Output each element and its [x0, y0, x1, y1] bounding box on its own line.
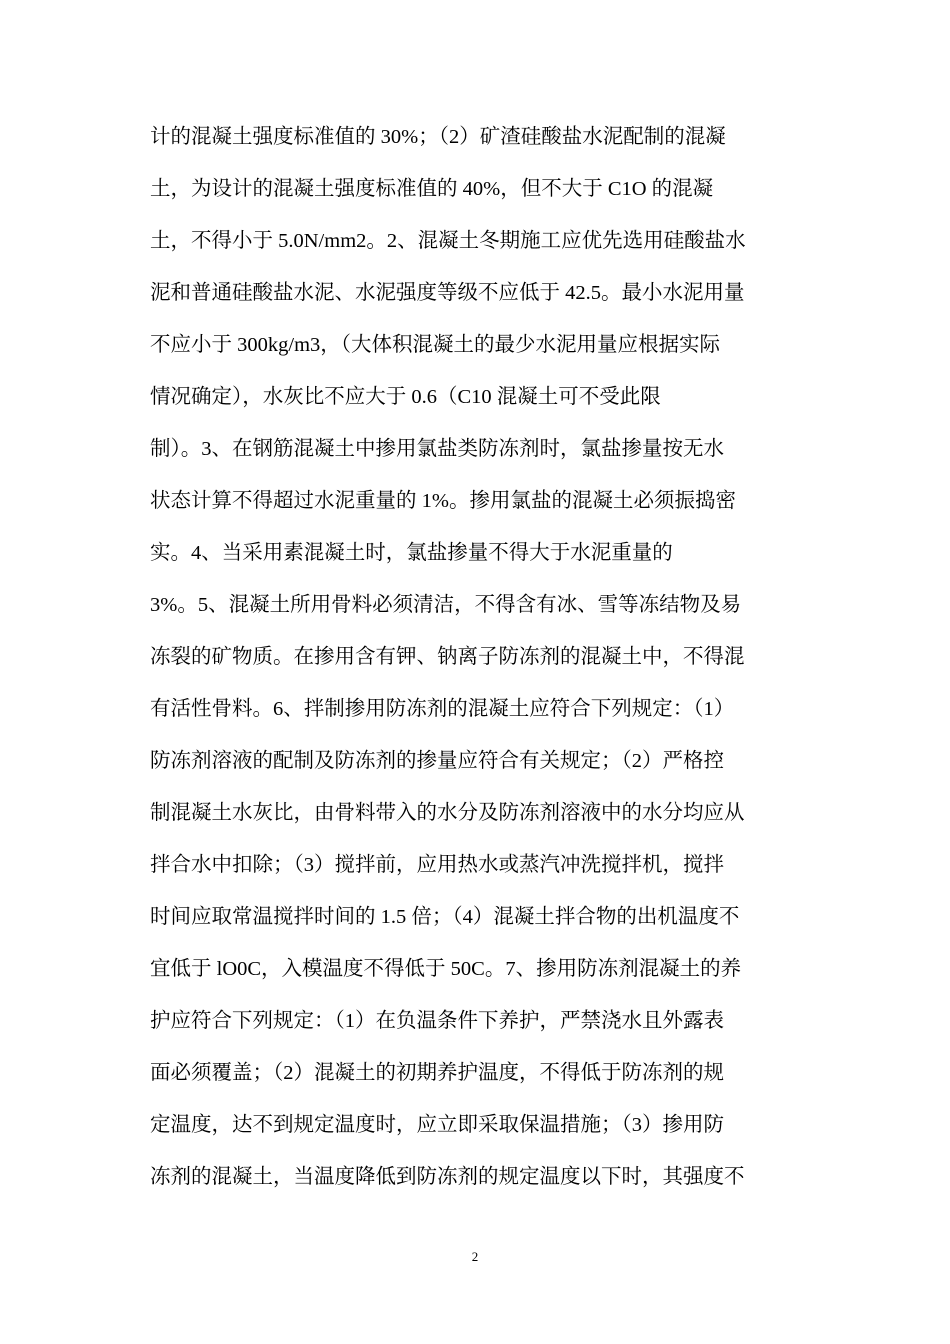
- text-line: 冻裂的矿物质。在掺用含有钾、钠离子防冻剂的混凝土中，不得混: [150, 646, 745, 668]
- text-line: 实。4、当采用素混凝土时，氯盐掺量不得大于水泥重量的: [150, 542, 673, 564]
- text-line: 有活性骨料。6、拌制掺用防冻剂的混凝土应符合下列规定：（1）: [150, 698, 735, 720]
- text-line: 状态计算不得超过水泥重量的 1%。掺用氯盐的混凝土必须振捣密: [150, 490, 736, 512]
- text-line: 面必须覆盖；（2）混凝土的初期养护温度，不得低于防冻剂的规: [150, 1062, 724, 1084]
- text-line: 时间应取常温搅拌时间的 1.5 倍；（4）混凝土拌合物的出机温度不: [150, 906, 740, 928]
- text-line: 泥和普通硅酸盐水泥、水泥强度等级不应低于 42.5。最小水泥用量: [150, 282, 745, 304]
- text-line: 制）。3、在钢筋混凝土中掺用氯盐类防冻剂时，氯盐掺量按无水: [150, 438, 724, 460]
- text-line: 土，不得小于 5.0N/mm2。2、混凝土冬期施工应优先选用硅酸盐水: [150, 230, 746, 252]
- text-line: 拌合水中扣除；（3）搅拌前，应用热水或蒸汽冲洗搅拌机，搅拌: [150, 854, 724, 876]
- text-line: 防冻剂溶液的配制及防冻剂的掺量应符合有关规定；（2）严格控: [150, 750, 724, 772]
- page-number: 2: [471, 1249, 479, 1264]
- text-line: 宜低于 lO0C，入模温度不得低于 50C。7、掺用防冻剂混凝土的养: [150, 958, 742, 980]
- text-line: 冻剂的混凝土，当温度降低到防冻剂的规定温度以下时，其强度不: [150, 1166, 745, 1188]
- text-line: 不应小于 300kg/m3，（大体积混凝土的最少水泥用量应根据实际: [150, 334, 721, 356]
- text-line: 护应符合下列规定：（1）在负温条件下养护，严禁浇水且外露表: [150, 1010, 724, 1032]
- text-line: 情况确定），水灰比不应大于 0.6（C10 混凝土可不受此限: [150, 386, 661, 408]
- text-line: 计的混凝土强度标准值的 30%；（2）矿渣硅酸盐水泥配制的混凝: [150, 126, 726, 148]
- text-line: 定温度，达不到规定温度时，应立即采取保温措施；（3）掺用防: [150, 1114, 724, 1136]
- body-text: [150, 118, 810, 1210]
- text-line: 制混凝土水灰比，由骨料带入的水分及防冻剂溶液中的水分均应从: [150, 802, 745, 824]
- text-line: 土，为设计的混凝土强度标准值的 40%，但不大于 C1O 的混凝: [150, 178, 714, 200]
- text-line: 3%。5、混凝土所用骨料必须清洁，不得含有冰、雪等冻结物及易: [150, 594, 742, 616]
